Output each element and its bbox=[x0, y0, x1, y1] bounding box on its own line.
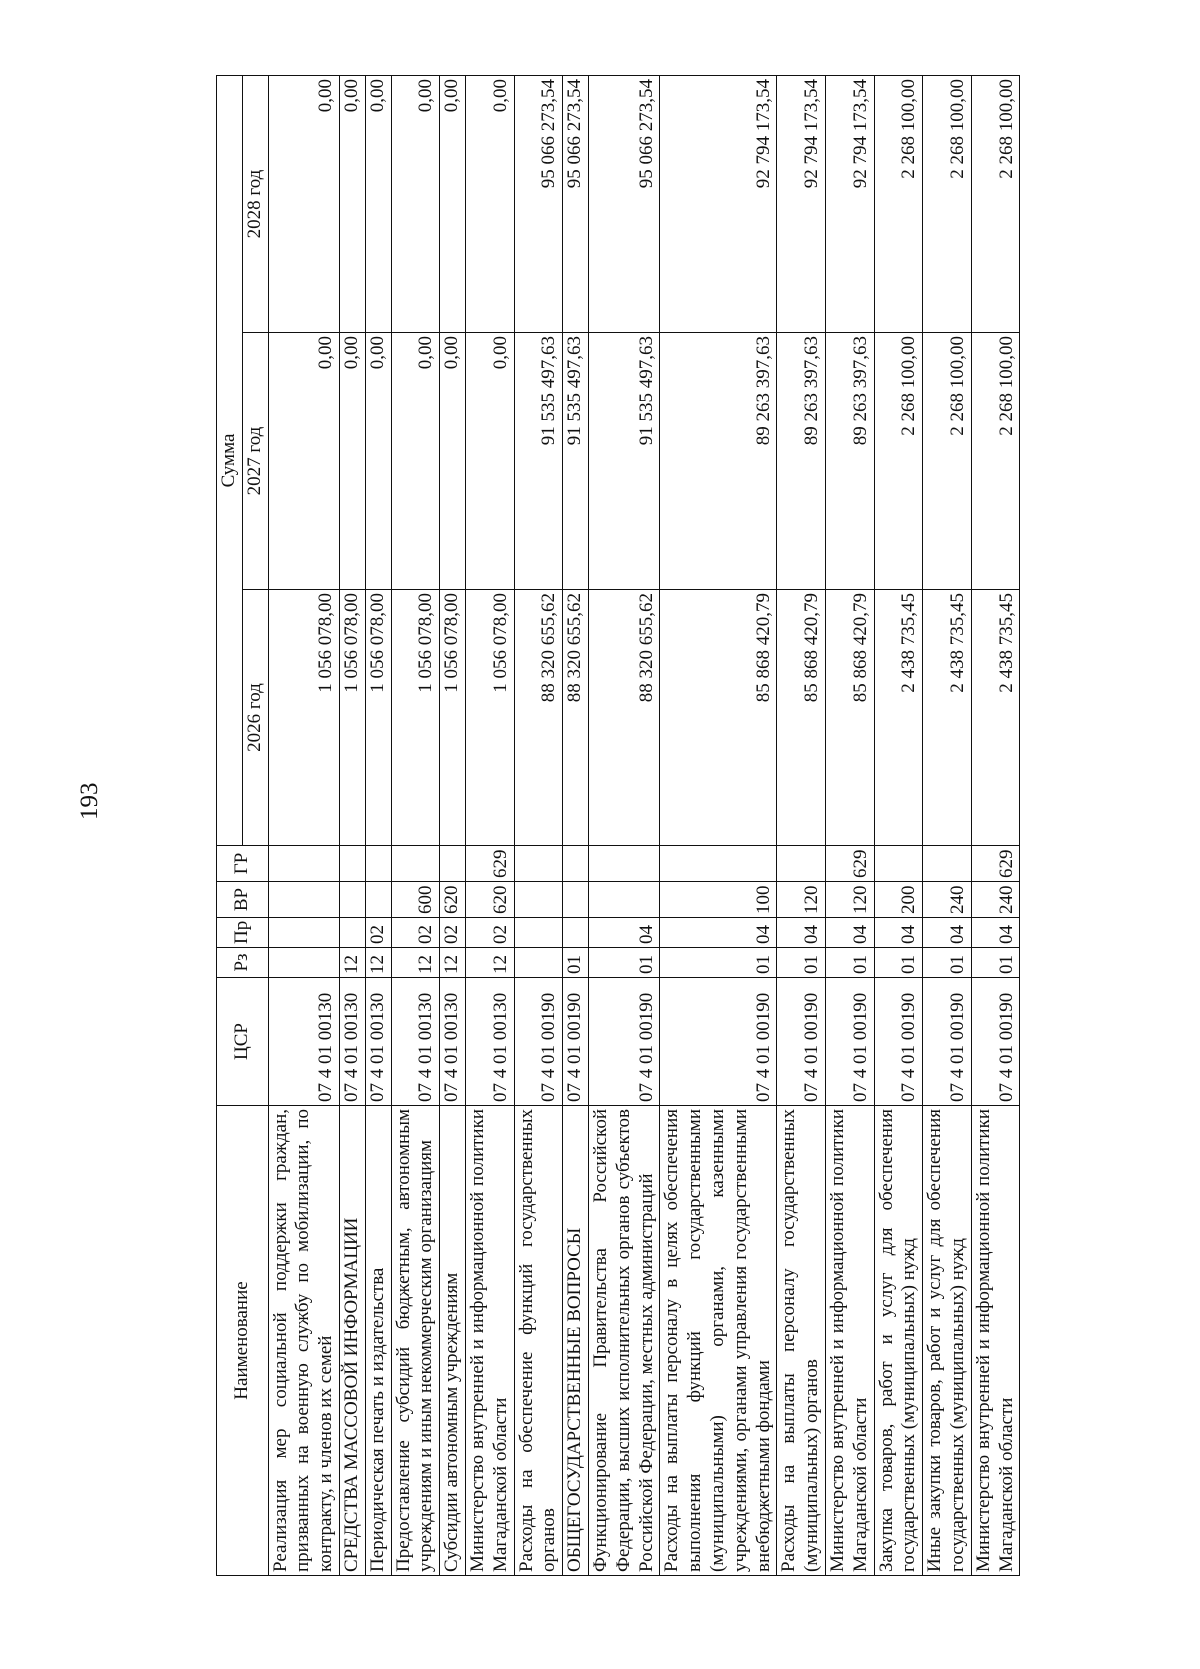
row-csr: 07 4 01 00190 bbox=[923, 978, 972, 1106]
row-vr bbox=[339, 882, 365, 918]
row-name: Закупка товаров, работ и услуг для обеспечения государственных (муниципальных) нужд bbox=[874, 1106, 923, 1576]
row-amount-2026: 1 056 078,00 bbox=[440, 590, 466, 846]
row-rz: 01 bbox=[874, 948, 923, 978]
table-row bbox=[971, 75, 1020, 1575]
row-csr: 07 4 01 00130 bbox=[268, 978, 339, 1106]
table-row bbox=[268, 75, 339, 1575]
row-amount-2027: 0,00 bbox=[339, 333, 365, 590]
row-vr bbox=[588, 882, 659, 918]
row-amount-2028: 2 268 100,00 bbox=[923, 75, 972, 332]
row-amount-2028: 95 066 273,54 bbox=[563, 75, 589, 332]
row-amount-2026: 1 056 078,00 bbox=[465, 590, 514, 846]
row-rz: 01 bbox=[825, 948, 874, 978]
row-amount-2028: 0,00 bbox=[465, 75, 514, 332]
row-pr: 04 bbox=[588, 918, 659, 948]
row-amount-2026: 2 438 735,45 bbox=[923, 590, 972, 846]
row-csr: 07 4 01 00130 bbox=[339, 978, 365, 1106]
row-amount-2027: 91 535 497,63 bbox=[563, 333, 589, 590]
row-name: Министерство внутренней и информационной политики Магаданской области bbox=[971, 1106, 1020, 1576]
row-amount-2028: 95 066 273,54 bbox=[514, 75, 563, 332]
row-pr: 02 bbox=[365, 918, 391, 948]
row-amount-2028: 2 268 100,00 bbox=[971, 75, 1020, 332]
row-vr: 620 bbox=[465, 882, 514, 918]
row-rz: 12 bbox=[465, 948, 514, 978]
row-amount-2026: 85 868 420,79 bbox=[825, 590, 874, 846]
row-vr: 620 bbox=[440, 882, 466, 918]
table-row bbox=[339, 75, 365, 1575]
row-amount-2026: 1 056 078,00 bbox=[365, 590, 391, 846]
header-gr: ГР bbox=[217, 846, 269, 882]
row-pr: 04 bbox=[874, 918, 923, 948]
row-amount-2028: 95 066 273,54 bbox=[588, 75, 659, 332]
row-amount-2027: 2 268 100,00 bbox=[874, 333, 923, 590]
table-row bbox=[777, 75, 826, 1575]
row-pr bbox=[268, 918, 339, 948]
row-csr: 07 4 01 00190 bbox=[588, 978, 659, 1106]
row-name: Функционирование Правительства Российской Федерации, высших исполнительных органов субъектов Российской Федерации, местных администраций bbox=[588, 1106, 659, 1576]
row-pr: 04 bbox=[660, 918, 777, 948]
row-name: Министерство внутренней и информационной политики Магаданской области bbox=[465, 1106, 514, 1576]
table-row bbox=[874, 75, 923, 1575]
row-name: Периодическая печать и издательства bbox=[365, 1106, 391, 1576]
row-name: Реализация мер социальной поддержки граждан, призванных на военную службу по мобилизации, по контракту, и членов их семей bbox=[268, 1106, 339, 1576]
row-csr: 07 4 01 00190 bbox=[971, 978, 1020, 1106]
row-vr: 240 bbox=[971, 882, 1020, 918]
row-rz: 01 bbox=[660, 948, 777, 978]
row-pr: 04 bbox=[923, 918, 972, 948]
row-amount-2028: 0,00 bbox=[268, 75, 339, 332]
header-sum: Сумма bbox=[217, 75, 243, 845]
header-2028: 2028 год bbox=[242, 75, 268, 332]
header-vr: ВР bbox=[217, 882, 269, 918]
row-rz: 12 bbox=[339, 948, 365, 978]
row-amount-2026: 1 056 078,00 bbox=[268, 590, 339, 846]
row-name: Предоставление субсидий бюджетным, автономным учреждениям и иным некоммерческим организациям bbox=[391, 1106, 440, 1576]
row-rz: 01 bbox=[971, 948, 1020, 978]
row-amount-2027: 0,00 bbox=[440, 333, 466, 590]
row-gr bbox=[923, 846, 972, 882]
row-amount-2026: 2 438 735,45 bbox=[971, 590, 1020, 846]
row-name: Расходы на выплаты персоналу в целях обеспечения выполнения функций государственными (муниципальными) органами, казенными учреждениями, органами управления государственными внебюджетными фондами bbox=[660, 1106, 777, 1576]
rotated-table-container bbox=[216, 76, 1076, 1576]
row-amount-2027: 2 268 100,00 bbox=[923, 333, 972, 590]
row-csr: 07 4 01 00130 bbox=[465, 978, 514, 1106]
row-gr bbox=[563, 846, 589, 882]
row-rz bbox=[268, 948, 339, 978]
row-pr bbox=[563, 918, 589, 948]
row-pr: 02 bbox=[391, 918, 440, 948]
row-vr bbox=[365, 882, 391, 918]
table-row bbox=[465, 75, 514, 1575]
row-csr: 07 4 01 00190 bbox=[514, 978, 563, 1106]
row-vr: 120 bbox=[825, 882, 874, 918]
row-amount-2026: 88 320 655,62 bbox=[588, 590, 659, 846]
row-csr: 07 4 01 00190 bbox=[874, 978, 923, 1106]
row-rz: 01 bbox=[563, 948, 589, 978]
row-pr: 04 bbox=[971, 918, 1020, 948]
row-vr bbox=[514, 882, 563, 918]
row-pr: 02 bbox=[440, 918, 466, 948]
row-csr: 07 4 01 00190 bbox=[825, 978, 874, 1106]
row-rz: 01 bbox=[923, 948, 972, 978]
row-amount-2027: 0,00 bbox=[391, 333, 440, 590]
row-amount-2028: 0,00 bbox=[365, 75, 391, 332]
row-rz: 01 bbox=[777, 948, 826, 978]
row-amount-2027: 0,00 bbox=[465, 333, 514, 590]
row-rz bbox=[514, 948, 563, 978]
table-row bbox=[825, 75, 874, 1575]
row-gr: 629 bbox=[825, 846, 874, 882]
row-gr bbox=[777, 846, 826, 882]
table-row bbox=[514, 75, 563, 1575]
row-amount-2027: 2 268 100,00 bbox=[971, 333, 1020, 590]
row-csr: 07 4 01 00190 bbox=[563, 978, 589, 1106]
table-row bbox=[588, 75, 659, 1575]
table-row bbox=[660, 75, 777, 1575]
table-row bbox=[365, 75, 391, 1575]
row-gr bbox=[514, 846, 563, 882]
row-amount-2028: 0,00 bbox=[391, 75, 440, 332]
row-csr: 07 4 01 00130 bbox=[365, 978, 391, 1106]
row-name: Министерство внутренней и информационной политики Магаданской области bbox=[825, 1106, 874, 1576]
row-vr: 240 bbox=[923, 882, 972, 918]
table-row bbox=[923, 75, 972, 1575]
header-pr: Пр bbox=[217, 918, 269, 948]
row-vr bbox=[268, 882, 339, 918]
row-gr bbox=[874, 846, 923, 882]
row-amount-2028: 2 268 100,00 bbox=[874, 75, 923, 332]
row-vr bbox=[563, 882, 589, 918]
row-amount-2028: 0,00 bbox=[440, 75, 466, 332]
row-name: ОБЩЕГОСУДАРСТВЕННЫЕ ВОПРОСЫ bbox=[563, 1106, 589, 1576]
row-gr bbox=[268, 846, 339, 882]
row-gr bbox=[440, 846, 466, 882]
row-amount-2028: 92 794 173,54 bbox=[825, 75, 874, 332]
row-vr: 600 bbox=[391, 882, 440, 918]
row-pr: 04 bbox=[777, 918, 826, 948]
row-amount-2027: 89 263 397,63 bbox=[660, 333, 777, 590]
row-amount-2026: 88 320 655,62 bbox=[514, 590, 563, 846]
row-vr: 100 bbox=[660, 882, 777, 918]
row-rz: 12 bbox=[365, 948, 391, 978]
row-gr bbox=[365, 846, 391, 882]
table-row bbox=[440, 75, 466, 1575]
header-2026: 2026 год bbox=[242, 590, 268, 846]
row-amount-2027: 89 263 397,63 bbox=[777, 333, 826, 590]
row-amount-2028: 92 794 173,54 bbox=[660, 75, 777, 332]
table-row bbox=[391, 75, 440, 1575]
row-gr bbox=[660, 846, 777, 882]
row-gr: 629 bbox=[971, 846, 1020, 882]
row-amount-2026: 85 868 420,79 bbox=[777, 590, 826, 846]
row-pr: 04 bbox=[825, 918, 874, 948]
header-2027: 2027 год bbox=[242, 333, 268, 590]
row-csr: 07 4 01 00130 bbox=[440, 978, 466, 1106]
row-amount-2027: 91 535 497,63 bbox=[514, 333, 563, 590]
row-name: СРЕДСТВА МАССОВОЙ ИНФОРМАЦИИ bbox=[339, 1106, 365, 1576]
row-csr: 07 4 01 00130 bbox=[391, 978, 440, 1106]
row-amount-2027: 91 535 497,63 bbox=[588, 333, 659, 590]
table-body bbox=[268, 75, 1020, 1575]
header-csr: ЦСР bbox=[217, 978, 269, 1106]
row-amount-2026: 88 320 655,62 bbox=[563, 590, 589, 846]
row-name: Расходы на обеспечение функций государственных органов bbox=[514, 1106, 563, 1576]
row-amount-2027: 89 263 397,63 bbox=[825, 333, 874, 590]
row-gr: 629 bbox=[465, 846, 514, 882]
row-pr bbox=[514, 918, 563, 948]
table-row bbox=[563, 75, 589, 1575]
row-gr bbox=[391, 846, 440, 882]
row-amount-2026: 1 056 078,00 bbox=[391, 590, 440, 846]
row-rz: 12 bbox=[440, 948, 466, 978]
row-rz: 12 bbox=[391, 948, 440, 978]
row-pr bbox=[339, 918, 365, 948]
row-vr: 200 bbox=[874, 882, 923, 918]
row-amount-2027: 0,00 bbox=[268, 333, 339, 590]
row-name: Субсидии автономным учреждениям bbox=[440, 1106, 466, 1576]
row-csr: 07 4 01 00190 bbox=[777, 978, 826, 1106]
budget-table bbox=[216, 75, 1020, 1576]
row-vr: 120 bbox=[777, 882, 826, 918]
header-rz: Рз bbox=[217, 948, 269, 978]
row-amount-2027: 0,00 bbox=[365, 333, 391, 590]
row-csr: 07 4 01 00190 bbox=[660, 978, 777, 1106]
row-amount-2026: 1 056 078,00 bbox=[339, 590, 365, 846]
row-gr bbox=[588, 846, 659, 882]
row-rz: 01 bbox=[588, 948, 659, 978]
row-name: Расходы на выплаты персоналу государственных (муниципальных) органов bbox=[777, 1106, 826, 1576]
row-amount-2028: 92 794 173,54 bbox=[777, 75, 826, 332]
row-amount-2028: 0,00 bbox=[339, 75, 365, 332]
row-pr: 02 bbox=[465, 918, 514, 948]
row-name: Иные закупки товаров, работ и услуг для обеспечения государственных (муниципальных) нужд bbox=[923, 1106, 972, 1576]
header-row-1 bbox=[217, 75, 243, 1575]
page-number: 193 bbox=[76, 782, 103, 820]
row-amount-2026: 2 438 735,45 bbox=[874, 590, 923, 846]
row-gr bbox=[339, 846, 365, 882]
header-name: Наименование bbox=[217, 1106, 269, 1576]
row-amount-2026: 85 868 420,79 bbox=[660, 590, 777, 846]
